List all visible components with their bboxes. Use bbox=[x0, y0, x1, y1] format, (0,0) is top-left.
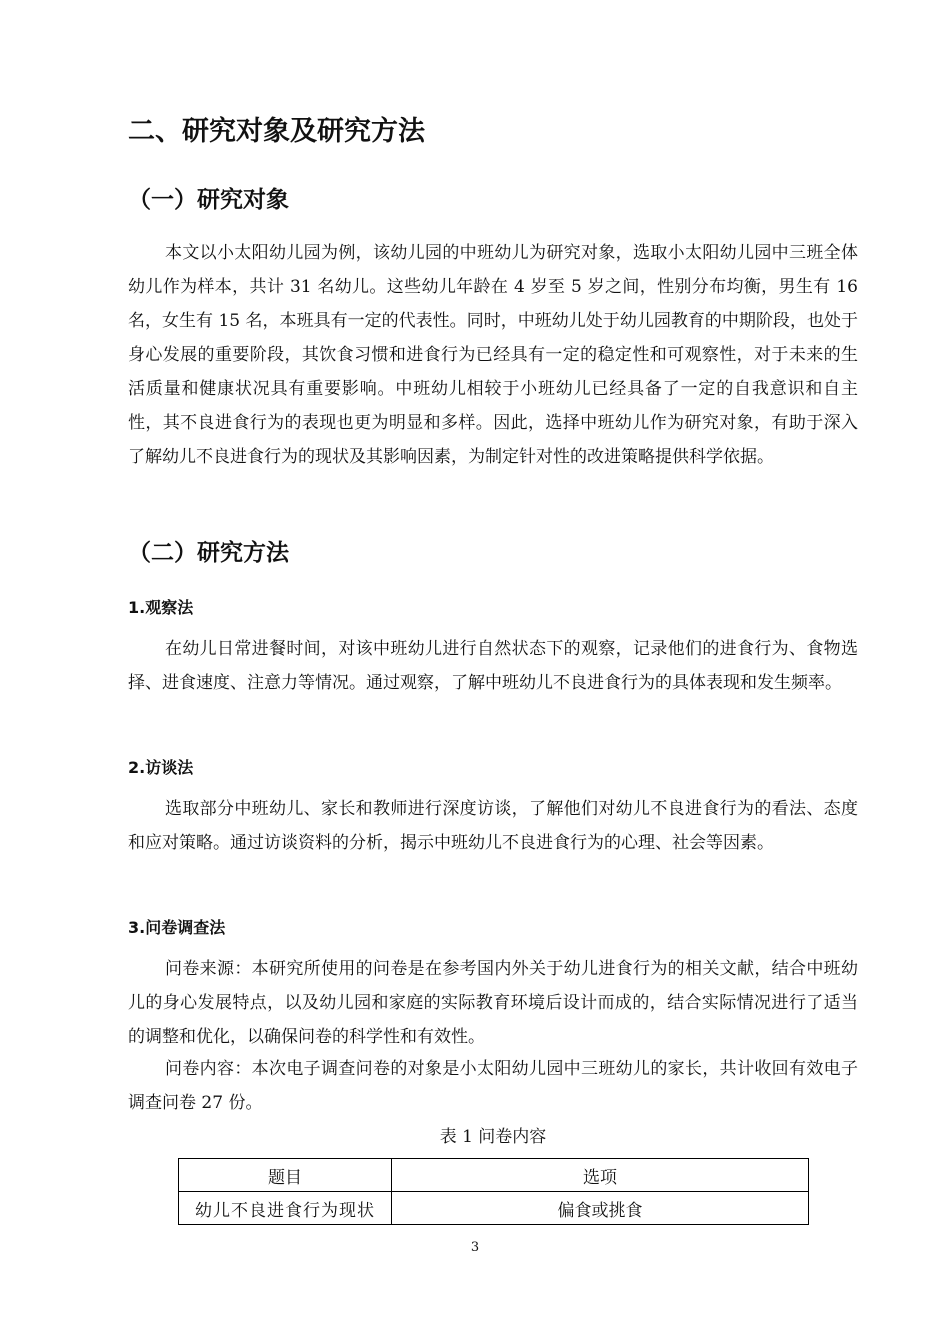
method-heading-questionnaire: 3.问卷调查法 bbox=[128, 918, 226, 937]
table-header-cell: 选项 bbox=[392, 1159, 809, 1192]
method-heading-interview: 2.访谈法 bbox=[128, 758, 194, 777]
table-cell: 偏食或挑食 bbox=[392, 1192, 809, 1225]
table-header-cell: 题目 bbox=[179, 1159, 392, 1192]
questionnaire-table bbox=[178, 1158, 809, 1225]
table-header-row bbox=[179, 1159, 809, 1192]
subsection-heading-research-object: （一）研究对象 bbox=[128, 187, 289, 213]
interview-paragraph: 选取部分中班幼儿、家长和教师进行深度访谈，了解他们对幼儿不良进食行为的看法、态度和应对策略。通过访谈资料的分析，揭示中班幼儿不良进食行为的心理、社会等因素。 bbox=[128, 799, 858, 853]
page-number: 3 bbox=[470, 1240, 480, 1255]
method-heading-observation: 1.观察法 bbox=[128, 598, 194, 617]
table-row bbox=[179, 1192, 809, 1225]
observation-paragraph: 在幼儿日常进餐时间，对该中班幼儿进行自然状态下的观察，记录他们的进食行为、食物选择、进食速度、注意力等情况。通过观察，了解中班幼儿不良进食行为的具体表现和发生频率。 bbox=[128, 639, 858, 693]
table-cell: 幼儿不良进食行为现状 bbox=[179, 1192, 392, 1225]
section-heading-main: 二、研究对象及研究方法 bbox=[128, 116, 425, 147]
questionnaire-source-paragraph: 问卷来源：本研究所使用的问卷是在参考国内外关于幼儿进食行为的相关文献，结合中班幼儿的身心发展特点，以及幼儿园和家庭的实际教育环境后设计而成的，结合实际情况进行了适当的调整和优化，以确保问卷的科学性和有效性。 bbox=[128, 959, 858, 1047]
questionnaire-content-paragraph: 问卷内容：本次电子调查问卷的对象是小太阳幼儿园中三班幼儿的家长，共计收回有效电子调查问卷 27 份。 bbox=[128, 1059, 858, 1113]
subsection-heading-research-method: （二）研究方法 bbox=[128, 540, 289, 566]
table-caption: 表 1 问卷内容 bbox=[439, 1127, 547, 1147]
research-object-paragraph: 本文以小太阳幼儿园为例，该幼儿园的中班幼儿为研究对象，选取小太阳幼儿园中三班全体幼儿作为样本，共计 31 名幼儿。这些幼儿年龄在 4 岁至 5 岁之间，性别分布均衡，男生有 16 名，女生有 15 名，本班具有一定的代表性。同时，中班幼儿处于幼儿园教育的中期阶段，也处于身心发展的重要阶段，其饮食习惯和进食行为已经具有一定的稳定性和可观察性，对于未来的生活质量和健康状况具有重要影响。中班幼儿相较于小班幼儿已经具备了一定的自我意识和自主性，其不良进食行为的表现也更为明显和多样。因此，选择中班幼儿作为研究对象，有助于深入了解幼儿不良进食行为的现状及其影响因素，为制定针对性的改进策略提供科学依据。 bbox=[128, 243, 858, 467]
